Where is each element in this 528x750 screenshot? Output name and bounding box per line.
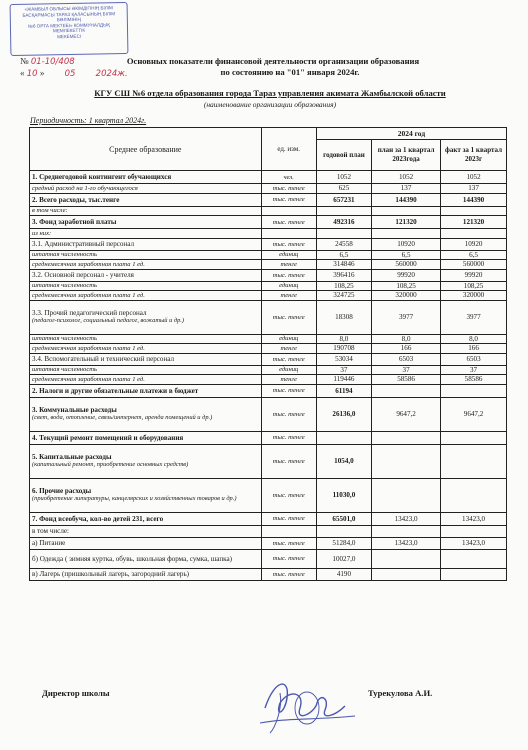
row-plan-q1: 1052 bbox=[372, 171, 441, 184]
row-unit: тыс. тенге bbox=[261, 568, 316, 580]
row-unit: тыс. тенге bbox=[261, 478, 316, 512]
row-unit: тыс. тенге bbox=[261, 384, 316, 397]
row-plan-q1: 58586 bbox=[372, 375, 441, 385]
row-annual-plan: 1054,0 bbox=[316, 444, 371, 478]
row-plan-q1 bbox=[372, 229, 441, 239]
row-plan-q1 bbox=[372, 568, 441, 580]
periodicity: Периодичность: 1 квартал 2024г. bbox=[30, 116, 147, 125]
row-unit: тыс. тенге bbox=[261, 537, 316, 549]
row-plan-q1 bbox=[372, 549, 441, 568]
row-plan-q1: 137 bbox=[372, 184, 441, 194]
row-unit bbox=[261, 525, 316, 537]
row-unit bbox=[261, 206, 316, 216]
table-row bbox=[30, 549, 507, 568]
row-annual-plan: 26136,0 bbox=[316, 397, 371, 431]
row-label-note: (свет, вода, отопление, связь/интернет, аренда помещений и др.) bbox=[32, 414, 213, 422]
row-fact-q1: 1052 bbox=[441, 171, 507, 184]
row-unit: тыс. тенге bbox=[261, 549, 316, 568]
header-education: Среднее образование bbox=[30, 128, 262, 171]
header-annual-plan: годовой план bbox=[316, 140, 371, 171]
table-row bbox=[30, 444, 507, 478]
row-fact-q1: 560000 bbox=[441, 260, 507, 270]
row-fact-q1: 108,25 bbox=[441, 281, 507, 291]
row-label bbox=[30, 365, 262, 375]
row-plan-q1 bbox=[372, 431, 441, 444]
row-fact-q1 bbox=[441, 229, 507, 239]
row-plan-q1: 560000 bbox=[372, 260, 441, 270]
table-row bbox=[30, 238, 507, 250]
stamp-date-year: 2024ж. bbox=[95, 69, 128, 79]
row-annual-plan: 37 bbox=[316, 365, 371, 375]
row-unit: единиц bbox=[261, 365, 316, 375]
row-label bbox=[30, 269, 262, 281]
row-label-text: в том числе: bbox=[32, 527, 69, 535]
table-row bbox=[30, 375, 507, 385]
director-name: Турекулова А.И. bbox=[368, 688, 433, 698]
row-fact-q1 bbox=[441, 384, 507, 397]
row-annual-plan: 18308 bbox=[316, 300, 371, 334]
table-row bbox=[30, 291, 507, 301]
row-annual-plan: 6,5 bbox=[316, 250, 371, 260]
row-label-text: 3.4. Вспомогательный и технический персонал bbox=[32, 355, 175, 363]
row-fact-q1: 6,5 bbox=[441, 250, 507, 260]
stamp-date-mid: » bbox=[39, 68, 45, 78]
row-unit: тыс. тенге bbox=[261, 444, 316, 478]
row-fact-q1: 6503 bbox=[441, 353, 507, 365]
row-fact-q1: 166 bbox=[441, 344, 507, 354]
row-label-text: в) Лагерь (пришкольный лагерь, загородний лагерь) bbox=[32, 570, 190, 578]
row-plan-q1 bbox=[372, 525, 441, 537]
row-label-text: 3.2. Основной персонал - учителя bbox=[32, 271, 134, 279]
row-label bbox=[30, 291, 262, 301]
row-annual-plan: 190708 bbox=[316, 344, 371, 354]
row-plan-q1: 121320 bbox=[372, 216, 441, 229]
row-fact-q1: 13423,0 bbox=[441, 537, 507, 549]
stamp-line: «ЖАМБЫЛ ОБЛЫСЫ ӘКІМДІГІНІҢ БІЛІМ bbox=[24, 5, 113, 12]
row-unit: тыс. тенге bbox=[261, 269, 316, 281]
director-title: Директор школы bbox=[42, 688, 110, 698]
director-signature bbox=[245, 668, 365, 738]
row-unit: тыс. тенге bbox=[261, 431, 316, 444]
row-annual-plan bbox=[316, 431, 371, 444]
row-annual-plan: 1052 bbox=[316, 171, 371, 184]
row-plan-q1: 99920 bbox=[372, 269, 441, 281]
row-label bbox=[30, 260, 262, 270]
row-label bbox=[30, 300, 262, 334]
row-unit: единиц bbox=[261, 334, 316, 344]
row-label-text: а) Питание bbox=[32, 539, 66, 547]
table-row bbox=[30, 525, 507, 537]
row-plan-q1: 144390 bbox=[372, 193, 441, 206]
row-fact-q1: 137 bbox=[441, 184, 507, 194]
row-plan-q1: 10920 bbox=[372, 238, 441, 250]
row-plan-q1: 6,5 bbox=[372, 250, 441, 260]
row-annual-plan bbox=[316, 206, 371, 216]
table-row bbox=[30, 568, 507, 580]
row-annual-plan: 324725 bbox=[316, 291, 371, 301]
row-plan-q1: 13423,0 bbox=[372, 537, 441, 549]
row-label bbox=[30, 537, 262, 549]
row-label-text: среднемесячная заработная плата 1 ед. bbox=[32, 375, 145, 383]
row-label-text: 5. Капитальные расходы bbox=[32, 453, 112, 462]
row-label-text: среднемесячная заработная плата 1 ед. bbox=[32, 260, 145, 268]
stamp-date bbox=[20, 68, 128, 79]
row-label bbox=[30, 549, 262, 568]
row-label-note: (капитальный ремонт, приобретение основных средств) bbox=[32, 461, 189, 469]
row-label-text: 3.1. Административный персонал bbox=[32, 240, 134, 248]
row-label bbox=[30, 171, 262, 184]
row-label-note: (приобретение литературы, канцелярских и хозяйственных товаров и др.) bbox=[32, 495, 237, 503]
row-fact-q1: 10920 bbox=[441, 238, 507, 250]
row-label-text: среднемесячная заработная плата 1 ед. bbox=[32, 344, 145, 352]
row-unit: тенге bbox=[261, 375, 316, 385]
row-unit: тыс. тенге bbox=[261, 512, 316, 525]
table-row bbox=[30, 184, 507, 194]
row-annual-plan: 51284,0 bbox=[316, 537, 371, 549]
row-label-text: 3. Коммунальные расходы bbox=[32, 406, 117, 415]
row-annual-plan: 53034 bbox=[316, 353, 371, 365]
organization-stamp bbox=[10, 2, 129, 56]
row-label bbox=[30, 525, 262, 537]
row-label-text: 1. Среднегодовой контингент обучающихся bbox=[32, 173, 172, 181]
row-label bbox=[30, 193, 262, 206]
row-label-text: 2. Всего расходы, тыс.тенге bbox=[32, 195, 120, 204]
table-row bbox=[30, 353, 507, 365]
organization-name: КГУ СШ №6 отдела образования города Тараз управления акимата Жамбылской области bbox=[94, 88, 446, 98]
row-annual-plan: 108,25 bbox=[316, 281, 371, 291]
row-label bbox=[30, 250, 262, 260]
table-row bbox=[30, 397, 507, 431]
row-fact-q1 bbox=[441, 478, 507, 512]
row-annual-plan: 314846 bbox=[316, 260, 371, 270]
table-row bbox=[30, 206, 507, 216]
row-label bbox=[30, 568, 262, 580]
row-label bbox=[30, 334, 262, 344]
table-row bbox=[30, 384, 507, 397]
stamp-date-day: 10 bbox=[26, 69, 38, 79]
row-label bbox=[30, 512, 262, 525]
table-row bbox=[30, 260, 507, 270]
row-label-text: 6. Прочие расходы bbox=[32, 487, 92, 496]
table-row bbox=[30, 171, 507, 184]
table-row bbox=[30, 512, 507, 525]
row-unit: тыс. тенге bbox=[261, 353, 316, 365]
row-annual-plan: 625 bbox=[316, 184, 371, 194]
row-fact-q1 bbox=[441, 444, 507, 478]
row-label bbox=[30, 384, 262, 397]
row-label-text: 4. Текущий ремонт помещений и оборудования bbox=[32, 433, 184, 442]
row-label bbox=[30, 281, 262, 291]
row-plan-q1 bbox=[372, 444, 441, 478]
row-unit: тыс. тенге bbox=[261, 397, 316, 431]
table-row bbox=[30, 365, 507, 375]
row-annual-plan bbox=[316, 525, 371, 537]
row-annual-plan: 24558 bbox=[316, 238, 371, 250]
row-plan-q1: 6503 bbox=[372, 353, 441, 365]
stamp-number-prefix: № bbox=[20, 56, 29, 66]
row-fact-q1 bbox=[441, 525, 507, 537]
row-fact-q1: 8,0 bbox=[441, 334, 507, 344]
stamp-date-month: 05 bbox=[64, 69, 76, 79]
row-annual-plan bbox=[316, 229, 371, 239]
financial-indicators-table bbox=[29, 127, 507, 581]
row-unit bbox=[261, 229, 316, 239]
row-unit: тыс. тенге bbox=[261, 300, 316, 334]
row-label-text: 7. Фонд всеобуча, кол-во детей 231, всего bbox=[32, 514, 164, 523]
row-plan-q1: 108,25 bbox=[372, 281, 441, 291]
header-year: 2024 год bbox=[316, 128, 506, 140]
row-annual-plan: 492316 bbox=[316, 216, 371, 229]
row-label-text: 2. Налоги и другие обязательные платежи в бюджет bbox=[32, 386, 199, 395]
table-row bbox=[30, 229, 507, 239]
row-fact-q1: 37 bbox=[441, 365, 507, 375]
row-label-text: 3. Фонд заработной платы bbox=[32, 218, 117, 226]
stamp-line: БАСҚАРМАСЫ ТАРАЗ ҚАЛАСЫНЫҢ БІЛІМ БӨЛІМІНІҢ bbox=[22, 10, 116, 23]
row-label-text: штатная численность bbox=[32, 335, 98, 343]
header-unit: ед. изм. bbox=[261, 128, 316, 171]
row-label bbox=[30, 353, 262, 365]
row-fact-q1 bbox=[441, 549, 507, 568]
row-label-text: среднемесячная заработная плата 1 ед. bbox=[32, 291, 145, 299]
row-label bbox=[30, 216, 262, 229]
row-label bbox=[30, 478, 262, 512]
row-label bbox=[30, 229, 262, 239]
document-title: Основных показатели финансовой деятельности организации образования bbox=[126, 56, 420, 66]
row-unit: тенге bbox=[261, 260, 316, 270]
row-annual-plan: 4190 bbox=[316, 568, 371, 580]
row-annual-plan: 396416 bbox=[316, 269, 371, 281]
row-annual-plan: 119446 bbox=[316, 375, 371, 385]
row-fact-q1: 9647,2 bbox=[441, 397, 507, 431]
row-plan-q1 bbox=[372, 206, 441, 216]
header-fact-q1: факт за 1 квартал 2023г bbox=[441, 140, 507, 171]
table-row bbox=[30, 269, 507, 281]
row-plan-q1 bbox=[372, 384, 441, 397]
stamp-number bbox=[20, 56, 75, 67]
row-fact-q1 bbox=[441, 206, 507, 216]
table-row bbox=[30, 281, 507, 291]
table-row bbox=[30, 344, 507, 354]
header-plan-q1: план за 1 квартал 2023года bbox=[372, 140, 441, 171]
organization-note: (наименование организации образования) bbox=[203, 100, 337, 109]
row-unit: тыс. тенге bbox=[261, 238, 316, 250]
row-unit: тыс. тенге bbox=[261, 193, 316, 206]
row-plan-q1: 166 bbox=[372, 344, 441, 354]
row-plan-q1: 320000 bbox=[372, 291, 441, 301]
row-fact-q1: 58586 bbox=[441, 375, 507, 385]
row-unit: тенге bbox=[261, 344, 316, 354]
row-annual-plan: 61194 bbox=[316, 384, 371, 397]
row-fact-q1: 99920 bbox=[441, 269, 507, 281]
row-label bbox=[30, 206, 262, 216]
table-row bbox=[30, 216, 507, 229]
table-row bbox=[30, 193, 507, 206]
table-row bbox=[30, 537, 507, 549]
row-plan-q1: 8,0 bbox=[372, 334, 441, 344]
row-plan-q1: 9647,2 bbox=[372, 397, 441, 431]
row-unit: тыс. тенге bbox=[261, 184, 316, 194]
row-label bbox=[30, 375, 262, 385]
row-label-text: б) Одежда ( зимняя куртка, обувь, школьная форма, сумка, шапка) bbox=[32, 554, 232, 563]
row-fact-q1: 144390 bbox=[441, 193, 507, 206]
stamp-date-prefix: « bbox=[20, 68, 25, 78]
row-unit: единиц bbox=[261, 250, 316, 260]
row-fact-q1: 320000 bbox=[441, 291, 507, 301]
row-label-text: средний расход на 1-го обучающегося bbox=[32, 184, 138, 192]
row-fact-q1: 13423,0 bbox=[441, 512, 507, 525]
row-unit: чел. bbox=[261, 171, 316, 184]
row-unit: тенге bbox=[261, 291, 316, 301]
row-annual-plan: 657231 bbox=[316, 193, 371, 206]
row-label-text: штатная численность bbox=[32, 251, 98, 259]
stamp-number-value: 01-10/408 bbox=[30, 57, 75, 67]
table-row bbox=[30, 431, 507, 444]
row-fact-q1: 121320 bbox=[441, 216, 507, 229]
row-unit: единиц bbox=[261, 281, 316, 291]
row-label-text: штатная численность bbox=[32, 282, 98, 290]
row-annual-plan: 11030,0 bbox=[316, 478, 371, 512]
row-plan-q1 bbox=[372, 478, 441, 512]
table-row bbox=[30, 334, 507, 344]
row-plan-q1: 3977 bbox=[372, 300, 441, 334]
row-annual-plan: 8,0 bbox=[316, 334, 371, 344]
table-row bbox=[30, 250, 507, 260]
row-unit: тыс. тенге bbox=[261, 216, 316, 229]
row-label bbox=[30, 184, 262, 194]
row-label-note: (педагог-психолог, социальный педагог, вожатый и др.) bbox=[32, 317, 185, 325]
row-annual-plan: 65501,0 bbox=[316, 512, 371, 525]
document-date-line: по состоянию на "01" января 2024г. bbox=[220, 67, 360, 77]
row-label-text: в том числе: bbox=[32, 207, 68, 215]
table-row bbox=[30, 478, 507, 512]
row-label-text: из них: bbox=[32, 229, 52, 237]
row-fact-q1: 3977 bbox=[441, 300, 507, 334]
row-fact-q1 bbox=[441, 431, 507, 444]
row-plan-q1: 13423,0 bbox=[372, 512, 441, 525]
row-label bbox=[30, 397, 262, 431]
row-label bbox=[30, 444, 262, 478]
row-label bbox=[30, 238, 262, 250]
stamp-line: МЕКЕМЕСІ bbox=[57, 33, 82, 40]
row-annual-plan: 10027,0 bbox=[316, 549, 371, 568]
table-row bbox=[30, 300, 507, 334]
row-label-text: штатная численность bbox=[32, 366, 98, 374]
row-label-text: 3.3. Прочий педагогический персонал bbox=[32, 309, 147, 318]
stamp-line: №6 ОРТА МЕКТЕБІ» КОММУНАЛДЫҚ МЕМЛЕКЕТТІК bbox=[27, 22, 110, 34]
row-label bbox=[30, 431, 262, 444]
row-fact-q1 bbox=[441, 568, 507, 580]
row-label bbox=[30, 344, 262, 354]
row-plan-q1: 37 bbox=[372, 365, 441, 375]
